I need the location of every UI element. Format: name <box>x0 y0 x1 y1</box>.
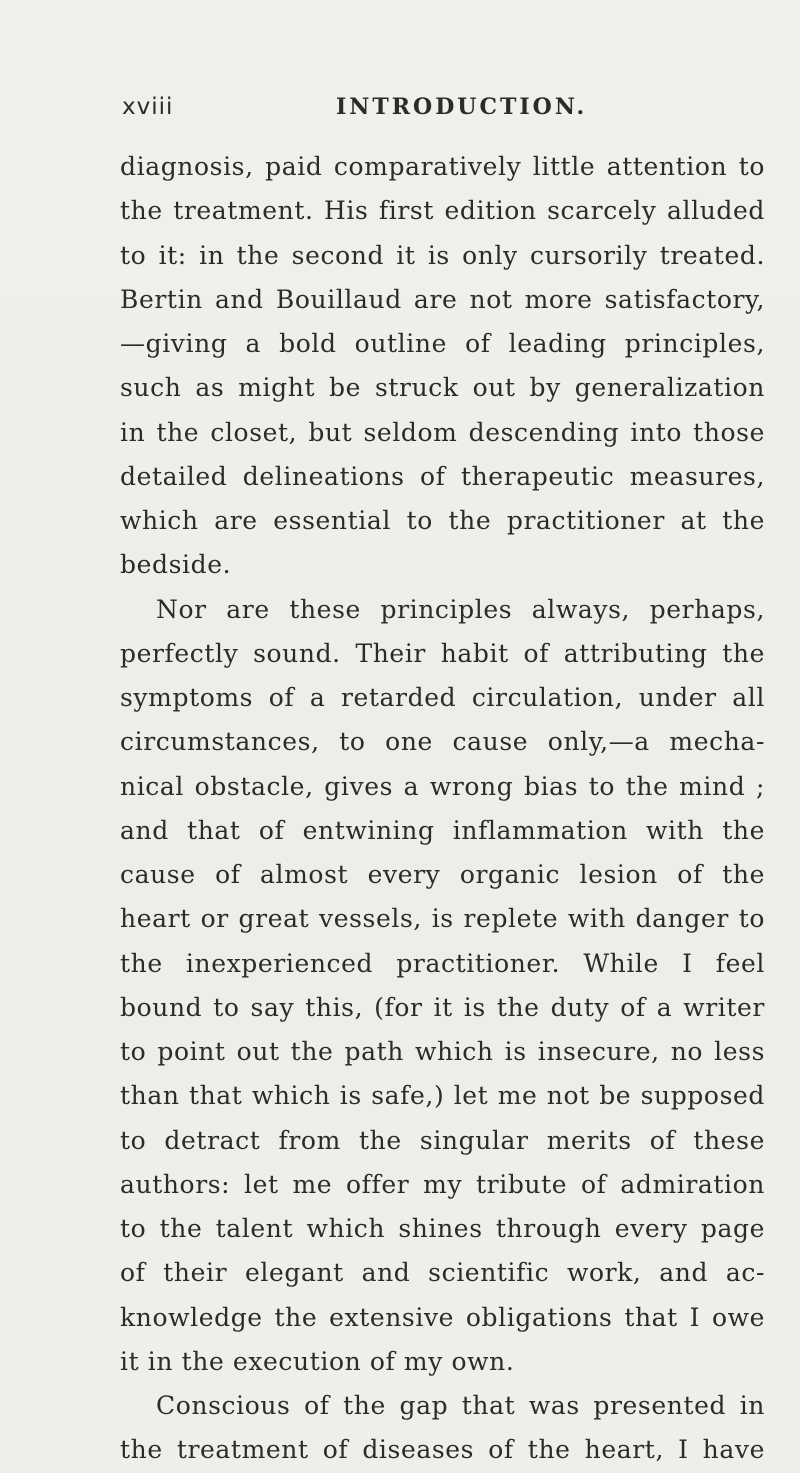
running-title: INTRODUCTION. <box>336 94 588 120</box>
text-line: circumstances, to one cause only,—a mecha- <box>120 727 765 757</box>
text-line: symptoms of a retarded circulation, under all <box>120 683 765 712</box>
text-line: to it: in the second it is only cursorily treated. <box>120 240 765 270</box>
text-line: bound to say this, (for it is the duty of a writer <box>120 992 765 1022</box>
text-line: —giving a bold outline of leading principles, <box>120 329 765 358</box>
text-line: and that of entwining inflammation with the <box>120 815 765 845</box>
text-line: the treatment. His first edition scarcely alluded <box>120 196 765 226</box>
text-line: to the talent which shines through every page <box>120 1214 765 1243</box>
page-number: xviii <box>122 94 174 120</box>
text-line: Bertin and Bouillaud are not more satisfactory, <box>120 284 765 314</box>
text-line: nical obstacle, gives a wrong bias to the mind ; <box>120 771 765 801</box>
text-line: knowledge the extensive obligations that I owe <box>120 1302 765 1332</box>
body-text <box>120 145 765 1473</box>
text-line: diagnosis, paid comparatively little attention to <box>120 152 765 181</box>
running-head <box>122 94 762 130</box>
text-line: perfectly sound. Their habit of attributing the <box>120 638 765 668</box>
text-line: the inexperienced practitioner. While I feel <box>120 948 765 978</box>
text-line: of their elegant and scientific work, and ac- <box>120 1258 765 1288</box>
text-line: it in the execution of my own. <box>120 1346 515 1376</box>
text-line: the treatment of diseases of the heart, I have <box>120 1435 765 1465</box>
text-line: to detract from the singular merits of these <box>120 1125 765 1155</box>
text-line: which are essential to the practitioner at the <box>120 506 765 535</box>
text-line: heart or great vessels, is replete with danger to <box>120 904 765 934</box>
text-line: such as might be struck out by generalization <box>120 373 765 403</box>
text-line: Conscious of the gap that was presented in <box>156 1391 765 1420</box>
text-line: to point out the path which is insecure, no less <box>120 1037 765 1066</box>
text-line: Nor are these principles always, perhaps, <box>156 594 765 624</box>
text-line: cause of almost every organic lesion of the <box>120 860 765 889</box>
text-line: in the closet, but seldom descending into those <box>120 417 765 447</box>
text-line: than that which is safe,) let me not be supposed <box>120 1081 765 1111</box>
text-line: detailed delineations of therapeutic measures, <box>120 461 765 491</box>
text-line: authors: let me offer my tribute of admiration <box>120 1169 765 1199</box>
text-line: bedside. <box>120 550 232 580</box>
